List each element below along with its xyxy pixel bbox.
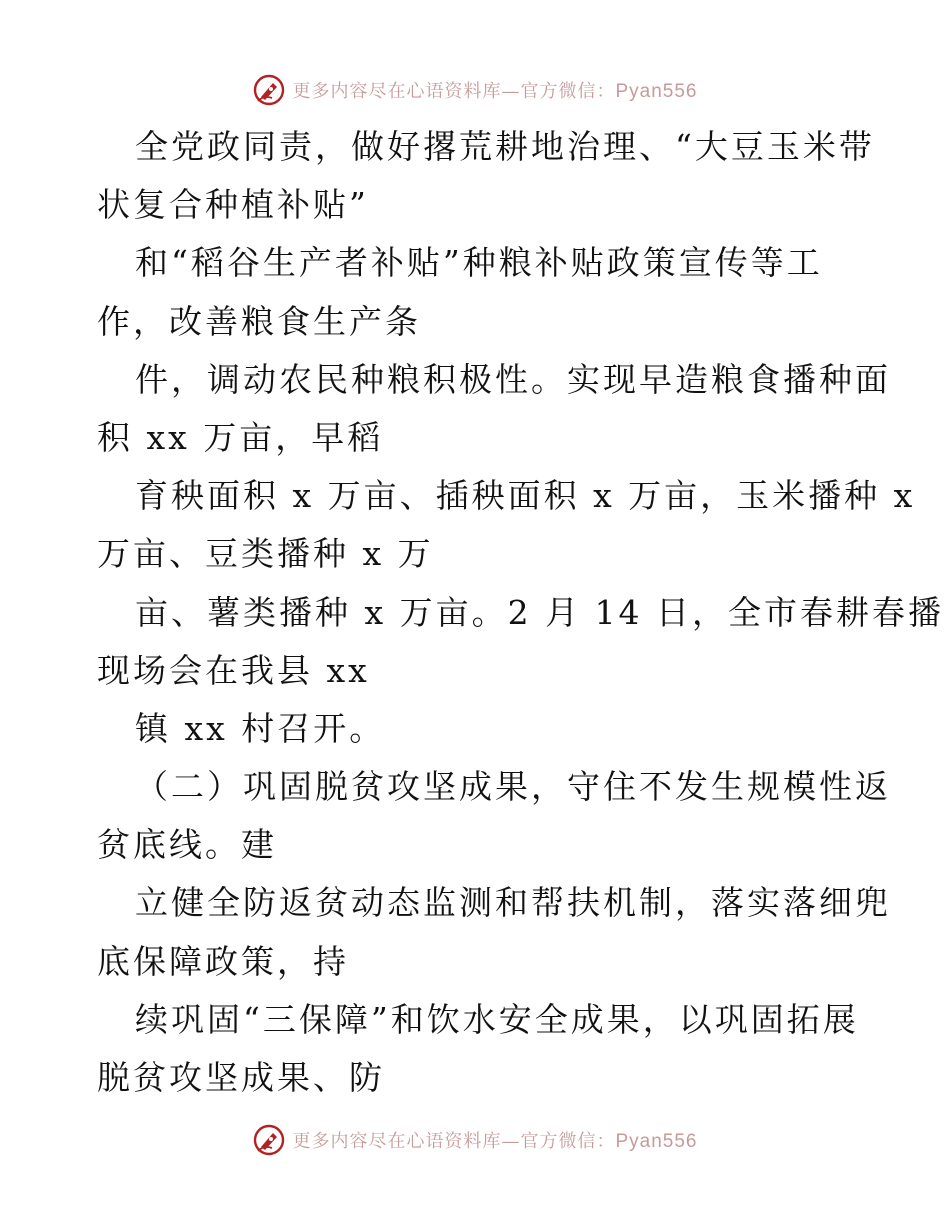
- body-line: 亩、薯类播种 x 万亩。2 月 14 日，全市春耕春播: [135, 592, 945, 632]
- body-line: 全党政同责，做好撂荒耕地治理、“大豆玉米带: [135, 127, 875, 166]
- document-body: [97, 118, 945, 1107]
- watermark-text: 更多内容尽在心语资料库—官方微信：Pyan556: [292, 81, 698, 102]
- body-line: 件，调动农民种粮积极性。实现早造粮食播种面: [135, 359, 891, 399]
- body-line: 现场会在我县 xx: [97, 650, 370, 690]
- body-line: 镇 xx 村召开。: [135, 708, 386, 748]
- body-line: 底保障政策，持: [97, 941, 349, 981]
- pen-nib-logo-icon: [252, 1123, 286, 1157]
- body-line: 和“稻谷生产者补贴”种粮补贴政策宣传等工: [135, 243, 823, 283]
- body-line: 作，改善粮食生产条: [97, 301, 421, 341]
- section-heading-line: （二）巩固脱贫攻坚成果，守住不发生规模性返: [135, 767, 891, 807]
- body-line: 万亩、豆类播种 x 万: [97, 534, 434, 574]
- header-watermark: [0, 70, 950, 110]
- body-line: 状复合种植补贴”: [97, 185, 369, 225]
- body-line: 脱贫攻坚成果、防: [97, 1058, 385, 1097]
- watermark-text: 更多内容尽在心语资料库—官方微信：Pyan556: [292, 1131, 698, 1152]
- body-line: 积 xx 万亩，早稻: [97, 417, 384, 457]
- body-line: 立健全防返贫动态监测和帮扶机制，落实落细兜: [135, 883, 891, 923]
- body-line: 贫底线。建: [97, 825, 277, 865]
- pen-nib-logo-icon: [252, 73, 286, 107]
- body-line: 育秧面积 x 万亩、插秧面积 x 万亩，玉米播种 x: [135, 476, 916, 516]
- footer-watermark: [0, 1120, 950, 1160]
- body-line: 续巩固“三保障”和饮水安全成果，以巩固拓展: [135, 999, 859, 1039]
- watermark-wechat-id: Pyan556: [615, 81, 698, 102]
- watermark-wechat-id: Pyan556: [615, 1131, 698, 1152]
